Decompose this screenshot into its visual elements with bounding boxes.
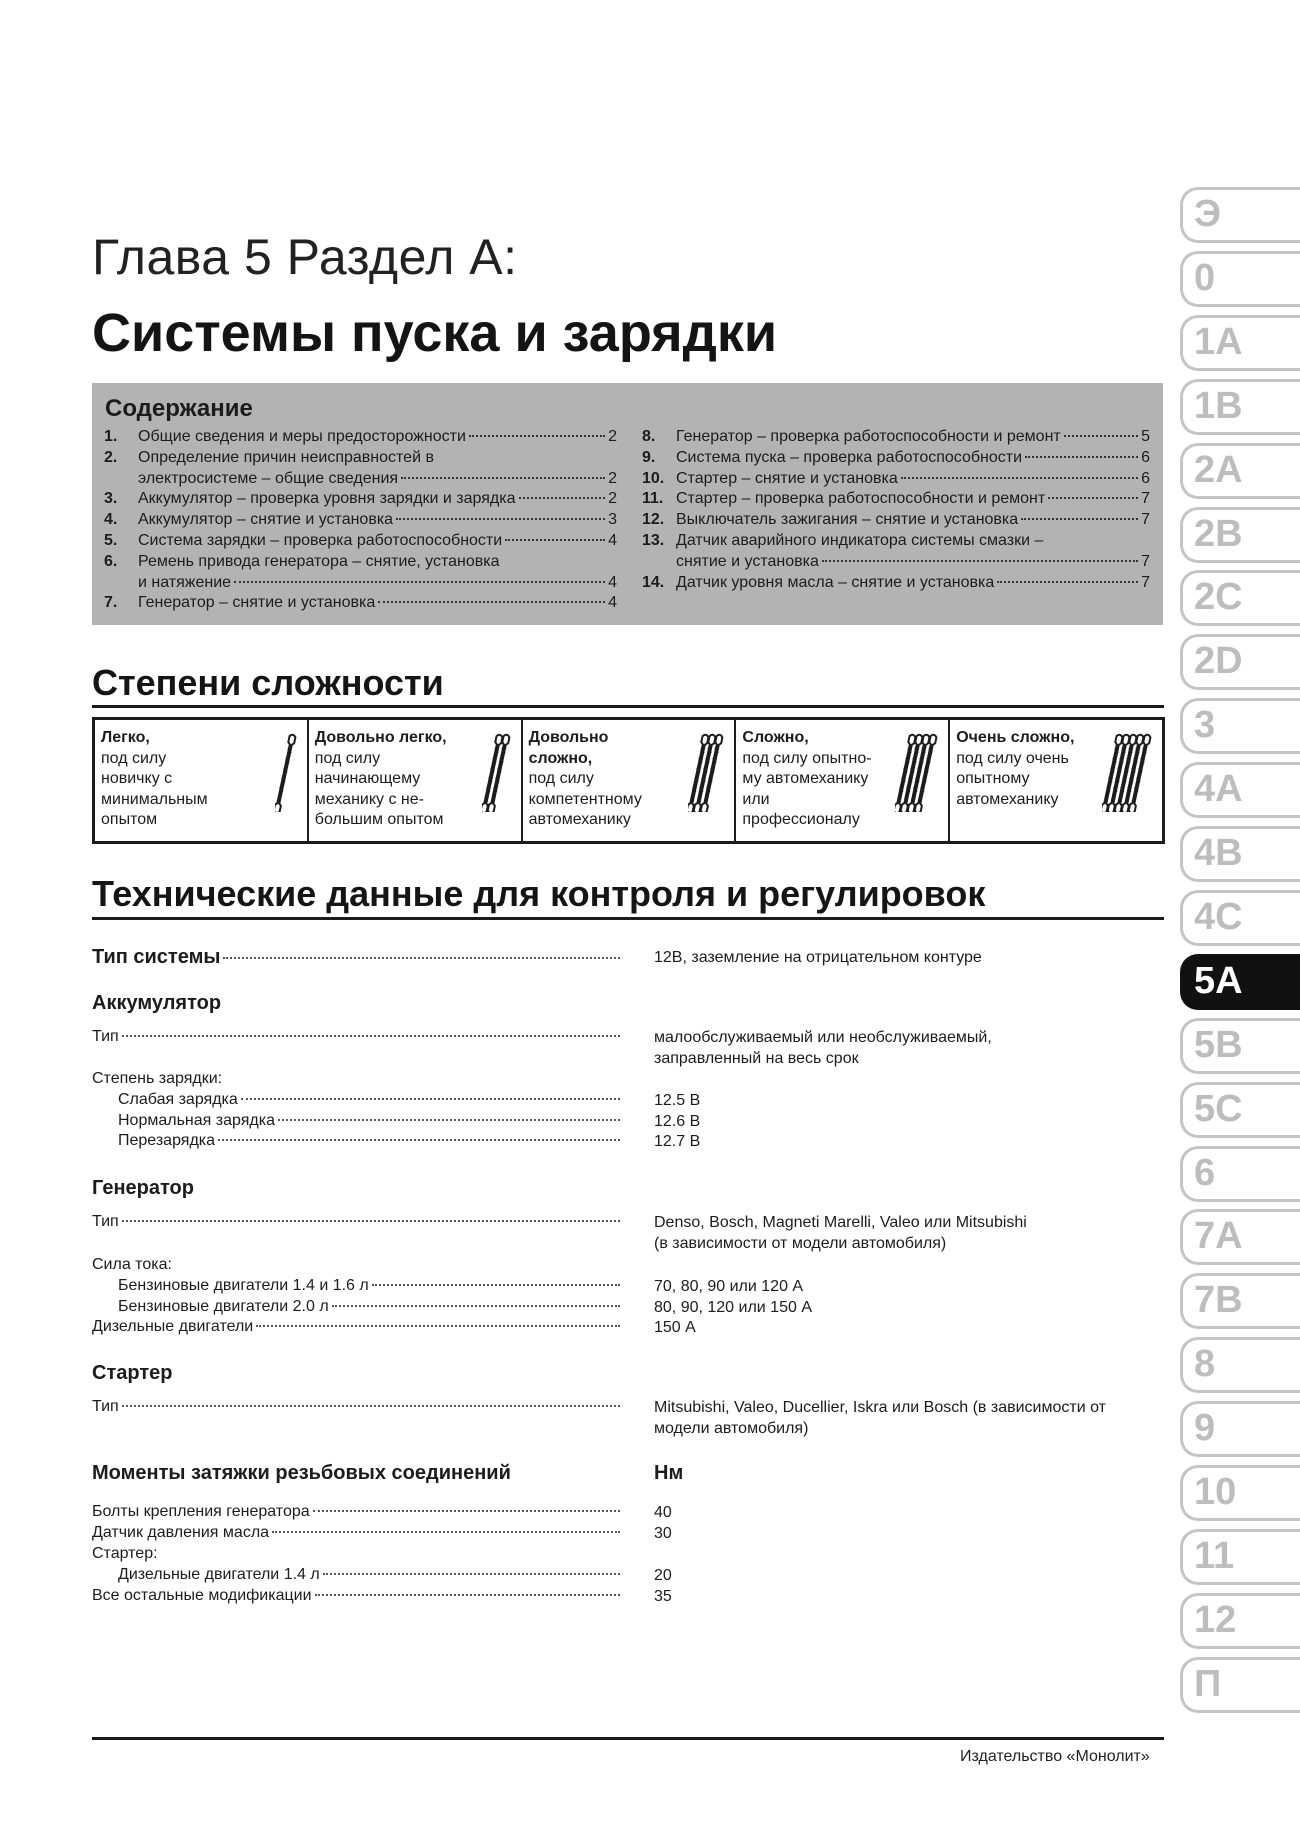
contents-item-page: 6 — [1141, 469, 1150, 487]
section-title: Системы пуска и зарядки — [92, 303, 778, 363]
chapter-tab-4b[interactable] — [1180, 826, 1300, 880]
spec-row — [92, 1091, 1192, 1111]
contents-item — [104, 593, 617, 614]
contents-item — [642, 510, 1150, 531]
difficulty-level-desc: под силу очень — [956, 749, 1069, 767]
difficulty-level — [95, 720, 307, 841]
contents-item — [642, 573, 1150, 594]
contents-item-number: 6. — [104, 552, 118, 570]
chapter-heading: Глава 5 Раздел А: — [92, 229, 518, 285]
chapter-tab-6[interactable] — [1180, 1146, 1300, 1200]
contents-item-page: 5 — [1141, 428, 1150, 445]
chapter-tab-label: 8 — [1194, 1343, 1216, 1386]
difficulty-level-desc: механику с не- — [314, 790, 424, 808]
chapter-tab-8[interactable] — [1180, 1337, 1300, 1391]
spec-value: 12.6 В — [654, 1112, 701, 1130]
spec-row — [92, 1503, 1192, 1523]
spec-value-line: Mitsubishi, Valeo, Ducellier, Iskra или Bosch (в зависимости от — [654, 1399, 1106, 1416]
contents-item-number: 10. — [642, 469, 665, 487]
chapter-tab-label: 7A — [1194, 1215, 1243, 1258]
chapter-tab-5b[interactable] — [1180, 1018, 1300, 1072]
torque-unit: Нм — [654, 1462, 684, 1484]
contents-item-text: Выключатель зажигания – снятие и установка — [676, 511, 1019, 529]
spec-value-line: малообслуживаемый или необслуживаемый, — [654, 1029, 992, 1046]
contents-item — [642, 469, 1150, 490]
contents-item-text: Система зарядки – проверка работоспособности — [138, 531, 503, 549]
spec-label: Бензиновые двигатели 1.4 и 1.6 л — [118, 1277, 369, 1294]
spec-value: 12.5 В — [654, 1092, 701, 1109]
chapter-tab-label: 10 — [1194, 1471, 1237, 1513]
divider — [92, 917, 1164, 920]
contents-item-page: 4 — [608, 594, 617, 612]
spec-row — [92, 1028, 1192, 1067]
contents-item-page: 2 — [608, 428, 617, 445]
spec-row — [92, 1298, 1192, 1318]
chapter-tab-7b[interactable] — [1180, 1273, 1300, 1327]
difficulty-level-desc: большим опытом — [314, 811, 444, 828]
contents-item — [642, 489, 1150, 510]
spec-label: Слабая зарядка — [118, 1091, 238, 1108]
difficulty-level-desc: му автомеханику — [742, 770, 869, 787]
spec-value: 40 — [654, 1504, 672, 1521]
spec-row — [92, 1213, 1192, 1252]
contents-item-text: Стартер – проверка работоспособности и ремонт — [676, 490, 1046, 508]
contents-item-text: электросистеме – общие сведения — [138, 469, 399, 487]
charge-label: Степень зарядки: — [92, 1070, 223, 1087]
chapter-tab-label: 3 — [1194, 704, 1216, 747]
spec-label: Перезарядка — [118, 1132, 216, 1149]
spec-label: Нормальная зарядка — [118, 1111, 275, 1129]
contents-item-page: 7 — [1141, 552, 1150, 570]
chapter-tab-label: 1B — [1194, 384, 1243, 427]
chapter-tab-1a[interactable] — [1180, 315, 1300, 369]
chapter-tab-label: 5A — [1194, 959, 1243, 1002]
contents-item — [104, 489, 617, 510]
battery-title: Аккумулятор — [92, 992, 222, 1014]
chapter-tab-label: 2C — [1194, 576, 1243, 619]
chapter-tab-label: 11 — [1194, 1534, 1235, 1577]
chapter-tab-11[interactable] — [1180, 1529, 1300, 1583]
spec-label: Болты крепления генератора — [92, 1503, 310, 1520]
spec-label: Дизельные двигатели — [92, 1318, 254, 1335]
difficulty-level-desc: опытному — [956, 770, 1030, 787]
contents-item-text: Аккумулятор – проверка уровня зарядки и зарядка — [138, 490, 516, 508]
spec-value — [654, 1028, 1184, 1069]
contents-column-left — [104, 427, 617, 614]
chapter-tab-2b[interactable] — [1180, 507, 1300, 561]
spec-label: Все остальные модификации — [92, 1586, 312, 1604]
chapter-tab-label: П — [1194, 1662, 1222, 1705]
contents-item — [104, 448, 617, 490]
contents-item-number: 7. — [104, 594, 118, 612]
chapter-tab-0[interactable] — [1180, 251, 1300, 305]
chapter-tab-label: 1A — [1194, 320, 1243, 363]
contents-item-text: Система пуска – проверка работоспособности — [676, 448, 1023, 466]
spec-row — [92, 1587, 1192, 1607]
contents-item-number: 8. — [642, 428, 656, 445]
contents-item — [104, 427, 617, 448]
difficulty-level-desc: под силу — [528, 770, 594, 787]
spec-value: 30 — [654, 1524, 672, 1542]
generator-title: Генератор — [92, 1177, 194, 1199]
spec-value — [654, 1213, 1184, 1254]
wrench-rating-icon — [482, 732, 511, 819]
chapter-tab-5c[interactable] — [1180, 1082, 1300, 1136]
chapter-tab-п[interactable] — [1180, 1657, 1300, 1711]
difficulty-level — [948, 720, 1162, 841]
spec-row — [92, 1277, 1192, 1297]
chapter-tab-4c[interactable] — [1180, 890, 1300, 944]
difficulty-level-name: Сложно, — [742, 729, 809, 746]
contents-item-number: 12. — [642, 511, 665, 529]
current-label: Сила тока: — [92, 1256, 172, 1273]
spec-label: Тип — [92, 1398, 119, 1415]
contents-item — [104, 510, 617, 531]
contents-box — [92, 383, 1163, 625]
contents-item-page: 4 — [608, 573, 617, 591]
starter-torque-label: Стартер: — [92, 1545, 158, 1562]
chapter-tab-7a[interactable] — [1180, 1209, 1300, 1263]
spec-label: Дизельные двигатели 1.4 л — [118, 1566, 320, 1583]
contents-item — [642, 427, 1150, 448]
chapter-tab-10[interactable] — [1180, 1465, 1300, 1519]
spec-row — [92, 1524, 1192, 1544]
chapter-tab-3[interactable] — [1180, 698, 1300, 752]
wrench-rating-icon — [688, 732, 724, 819]
contents-item-page: 7 — [1141, 511, 1150, 529]
spec-value: 35 — [654, 1587, 672, 1605]
torque-title: Моменты затяжки резьбовых соединений — [92, 1462, 511, 1484]
difficulty-level — [734, 720, 948, 841]
contents-item-text: Ремень привода генератора – снятие, установка — [138, 552, 500, 570]
contents-item-text: Генератор – снятие и установка — [138, 594, 376, 612]
spec-label: Тип — [92, 1213, 119, 1230]
spec-value-line: Denso, Bosch, Magneti Marelli, Valeo или Mitsubishi — [654, 1214, 1027, 1231]
chapter-tab-label: 4B — [1194, 832, 1243, 874]
difficulty-level-desc: профессионалу — [742, 811, 860, 828]
spec-value: 150 А — [654, 1319, 696, 1336]
chapter-tab-12[interactable] — [1180, 1593, 1300, 1647]
spec-label: Тип — [92, 1028, 119, 1045]
spec-value: 20 — [654, 1567, 672, 1584]
spec-row — [92, 1132, 1192, 1152]
difficulty-level-desc: автомеханику — [956, 790, 1059, 808]
contents-item-page: 2 — [608, 490, 617, 508]
spec-value — [654, 1398, 1184, 1439]
chapter-tab-label: 4C — [1194, 895, 1243, 938]
contents-item-text: Определение причин неисправностей в — [138, 448, 434, 466]
contents-item-text: Аккумулятор – снятие и установка — [138, 511, 394, 529]
contents-item-number: 1. — [104, 428, 118, 445]
contents-item-page: 2 — [608, 469, 617, 487]
wrench-rating-icon — [275, 732, 297, 819]
difficulty-level-desc: или — [742, 790, 770, 808]
chapter-tab-2c[interactable] — [1180, 570, 1300, 624]
contents-item-number: 11. — [642, 490, 664, 508]
difficulty-heading: Степени сложности — [92, 662, 444, 703]
chapter-tab-label: 4A — [1194, 768, 1243, 811]
chapter-tab-label: 2A — [1194, 448, 1243, 491]
contents-item-text: Датчик аварийного индикатора системы смазки – — [676, 531, 1044, 549]
spec-row — [92, 1398, 1192, 1437]
contents-item — [642, 531, 1150, 573]
chapter-tab-label: 2B — [1194, 512, 1243, 555]
contents-item-text: Стартер – снятие и установка — [676, 469, 898, 487]
chapter-tab-label: 6 — [1194, 1151, 1216, 1194]
chapter-tab-5a[interactable] — [1180, 954, 1300, 1008]
contents-title: Содержание — [105, 395, 253, 422]
chapter-tab-label: 2D — [1194, 640, 1243, 683]
chapter-tab-label: 7B — [1194, 1279, 1243, 1322]
spec-label: Тип системы — [92, 946, 221, 968]
chapter-tab-2d[interactable] — [1180, 634, 1300, 688]
difficulty-level-desc: компетентному — [528, 790, 642, 808]
specs-heading: Технические данные для контроля и регулировок — [92, 873, 986, 914]
contents-item-number: 5. — [104, 531, 118, 549]
difficulty-table — [92, 717, 1165, 844]
difficulty-level-name: Довольно легко, — [314, 729, 447, 746]
contents-item-text: Датчик уровня масла – снятие и установка — [676, 573, 995, 591]
starter-title: Стартер — [92, 1362, 173, 1384]
contents-item-page: 4 — [608, 531, 617, 549]
chapter-tab-label: 5C — [1194, 1087, 1243, 1130]
contents-item-number: 14. — [642, 573, 665, 591]
wrench-rating-icon — [895, 732, 938, 819]
difficulty-level — [521, 720, 735, 841]
spec-row — [92, 1112, 1192, 1132]
contents-item-page: 7 — [1141, 490, 1150, 508]
divider — [92, 705, 1164, 708]
contents-item-page: 7 — [1141, 573, 1150, 591]
difficulty-level-name: сложно, — [528, 749, 593, 767]
difficulty-level-name: Легко, — [101, 729, 150, 746]
contents-item-page: 6 — [1141, 448, 1150, 466]
spec-label: Бензиновые двигатели 2.0 л — [118, 1297, 329, 1315]
difficulty-level-desc: под силу — [314, 749, 381, 767]
difficulty-level-name: Очень сложно, — [956, 729, 1075, 746]
contents-column-right — [642, 427, 1150, 593]
difficulty-level-desc: под силу опытно- — [742, 749, 872, 767]
spec-value: 12В, заземление на отрицательном контуре — [654, 949, 982, 966]
contents-item-text: Генератор – проверка работоспособности и ремонт — [676, 428, 1061, 445]
chapter-tab-9[interactable] — [1180, 1401, 1300, 1455]
contents-item — [104, 531, 617, 552]
spec-label: Датчик давления масла — [92, 1523, 270, 1541]
spec-row — [92, 1566, 1192, 1586]
contents-item-number: 3. — [104, 490, 118, 508]
contents-item-text: Общие сведения и меры предосторожности — [138, 428, 466, 445]
spec-row — [92, 1318, 1192, 1338]
chapter-tab-э[interactable] — [1180, 187, 1300, 241]
chapter-tab-2a[interactable] — [1180, 443, 1300, 497]
spec-row — [92, 946, 1192, 966]
chapter-tab-label: 5B — [1194, 1023, 1243, 1066]
difficulty-level-desc: под силу — [101, 749, 167, 767]
contents-item-page: 3 — [608, 511, 617, 529]
contents-item-number: 13. — [642, 531, 665, 549]
difficulty-level-desc: новичку с — [101, 770, 173, 787]
spec-value-line: (в зависимости от модели автомобиля) — [654, 1234, 947, 1252]
difficulty-level-name: Довольно — [528, 729, 609, 746]
chapter-tab-label: 9 — [1194, 1407, 1216, 1450]
publisher: Издательство «Монолит» — [960, 1748, 1150, 1765]
difficulty-level-desc: опытом — [101, 811, 158, 828]
chapter-tab-label: Э — [1194, 193, 1222, 235]
contents-item-number: 9. — [642, 448, 656, 466]
wrench-rating-icon — [1102, 732, 1152, 819]
footer-divider — [92, 1737, 1164, 1740]
chapter-tab-label: 0 — [1194, 256, 1216, 299]
spec-value: 80, 90, 120 или 150 А — [654, 1298, 812, 1316]
difficulty-level-desc: автомеханику — [528, 811, 631, 828]
contents-item-text: снятие и установка — [676, 552, 819, 570]
spec-value-line: заправленный на весь срок — [654, 1049, 859, 1067]
chapter-tab-4a[interactable] — [1180, 762, 1300, 816]
spec-value: 70, 80, 90 или 120 А — [654, 1278, 804, 1295]
contents-item — [642, 448, 1150, 469]
contents-item-text: и натяжение — [138, 573, 232, 591]
spec-value-line: модели автомобиля) — [654, 1419, 809, 1437]
chapter-tab-1b[interactable] — [1180, 379, 1300, 433]
contents-item-number: 2. — [104, 448, 118, 466]
difficulty-level-desc: начинающему — [314, 770, 421, 787]
chapter-tab-label: 12 — [1194, 1598, 1237, 1641]
difficulty-level-desc: минимальным — [101, 790, 208, 808]
spec-value: 12.7 В — [654, 1133, 701, 1150]
contents-item-number: 4. — [104, 511, 118, 529]
contents-item — [104, 552, 617, 594]
difficulty-level — [307, 720, 521, 841]
